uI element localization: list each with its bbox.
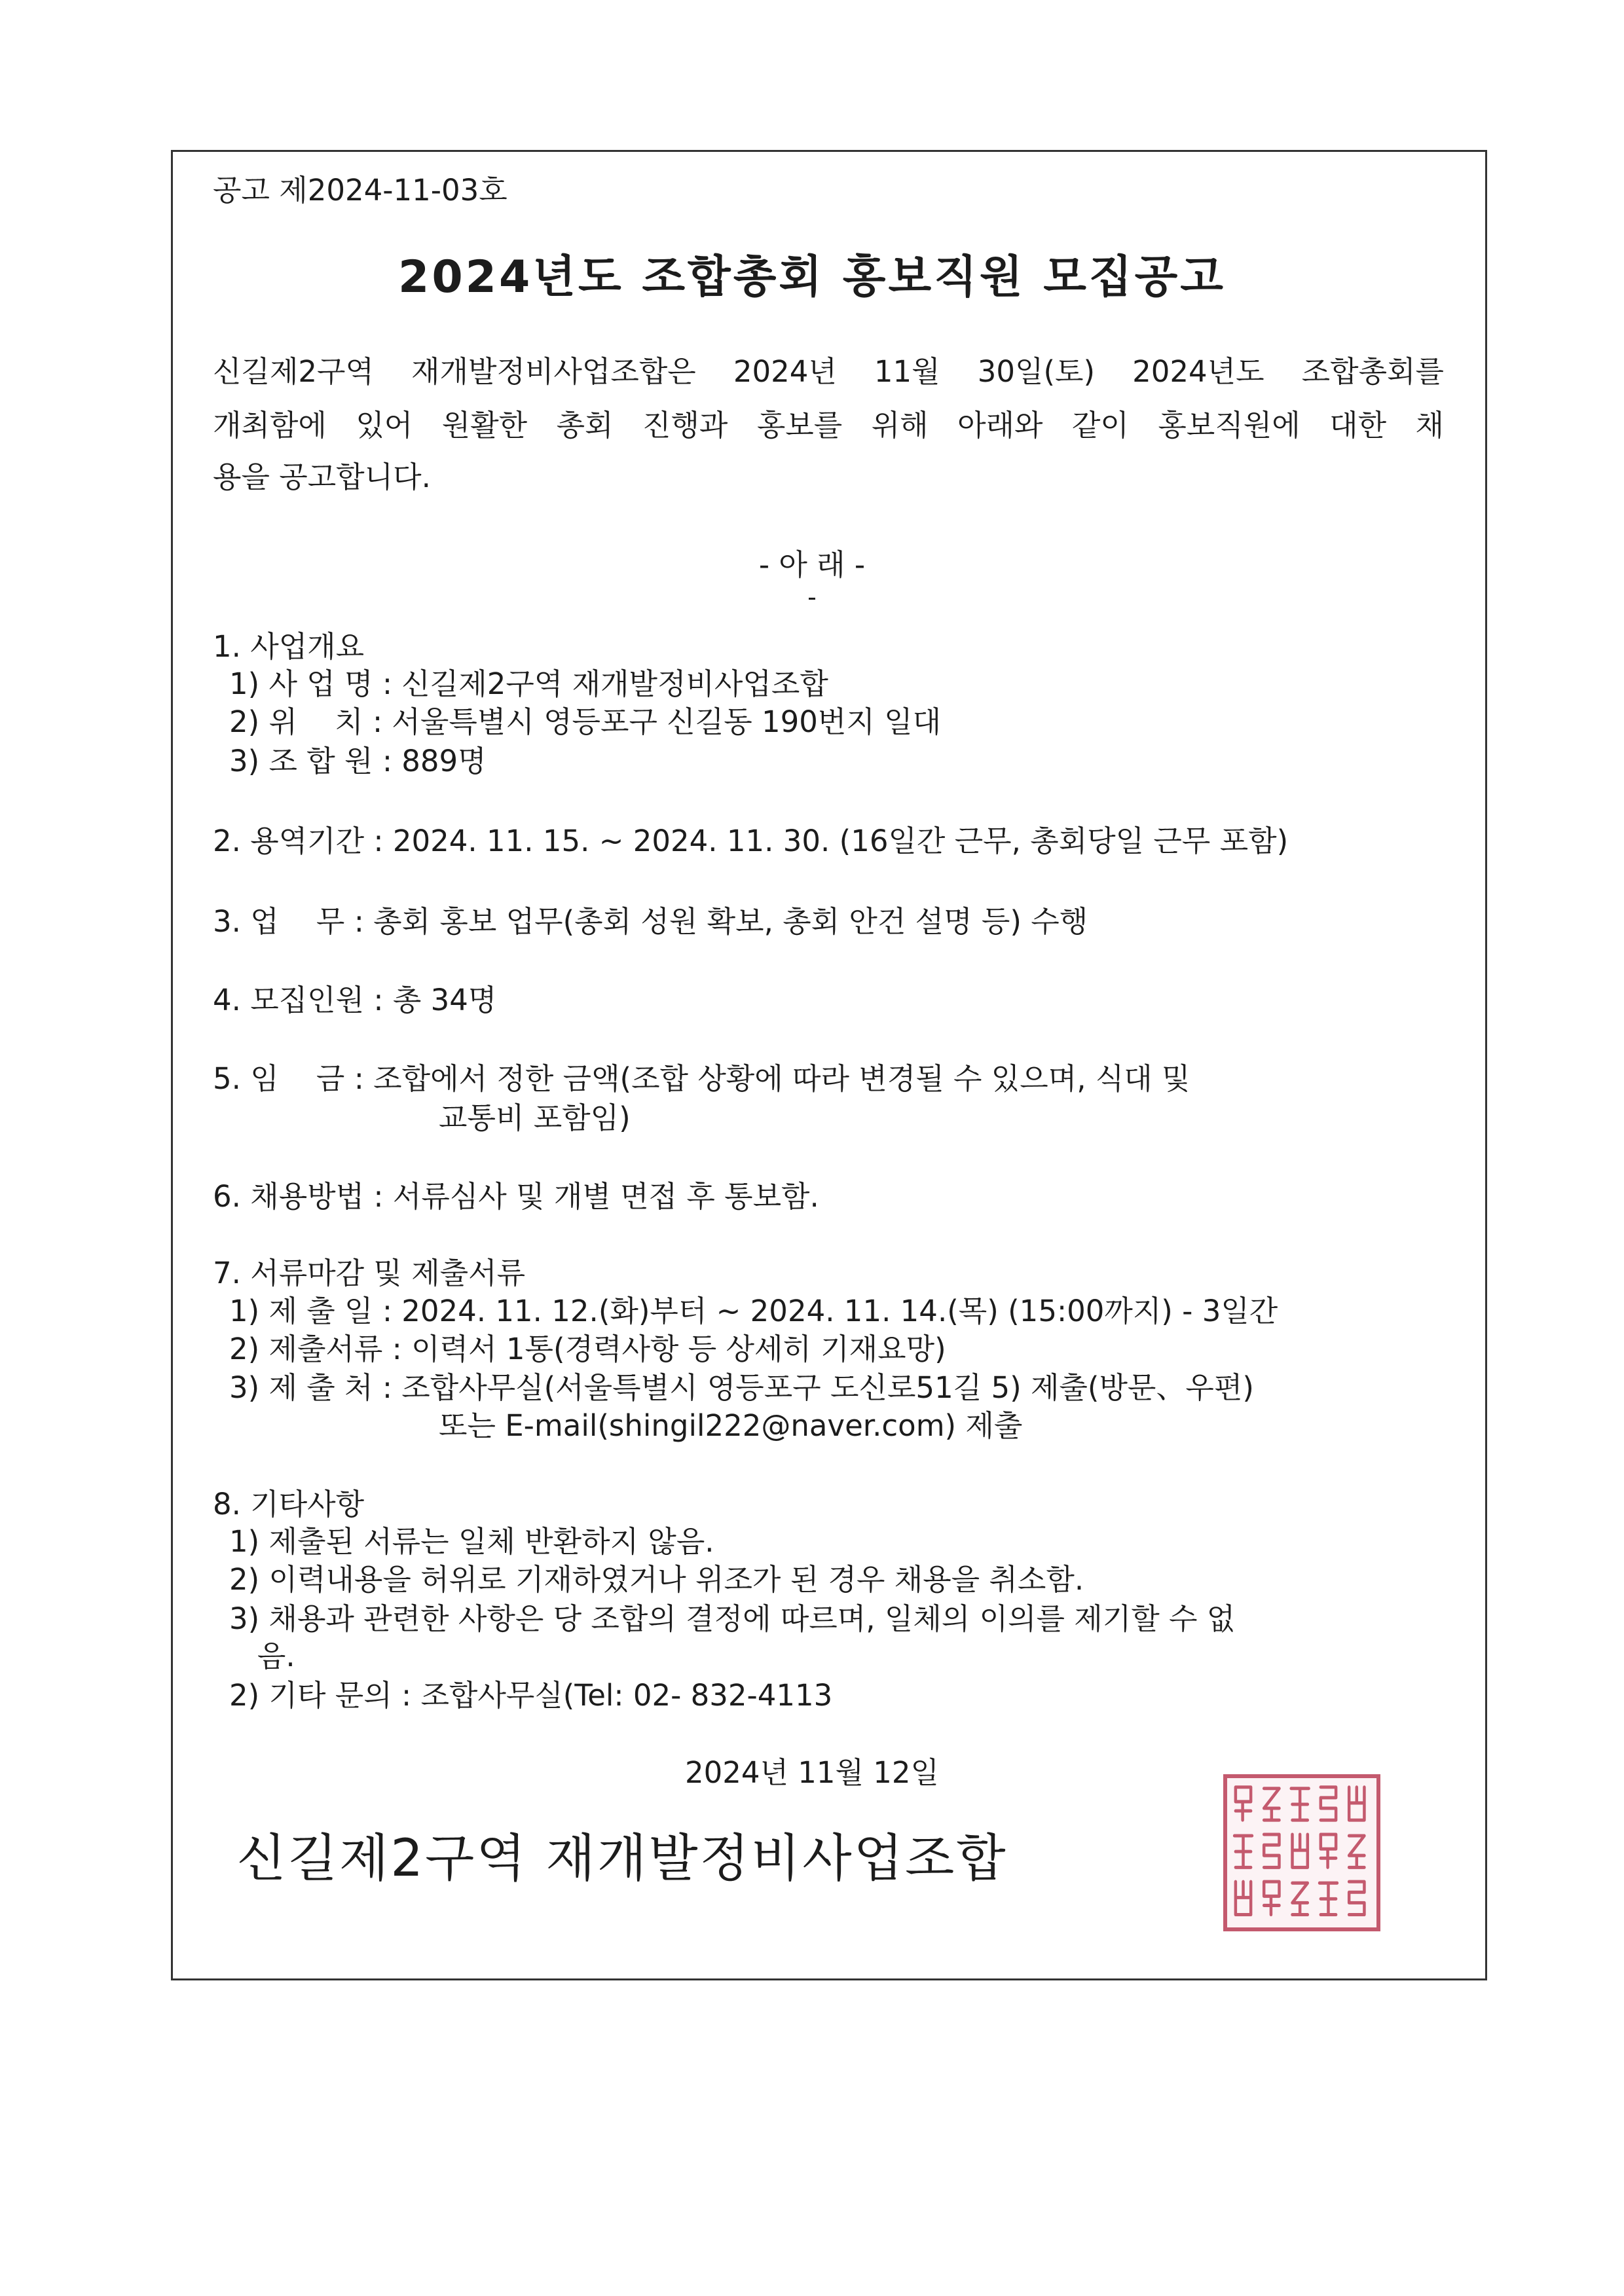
section-7-heading: 7. 서류마감 및 제출서류 xyxy=(213,1256,526,1290)
intro-line-3: 용을 공고합니다. xyxy=(213,460,431,494)
seal-glyph xyxy=(1264,1834,1279,1867)
section-8-item-3-wrap: 음. xyxy=(229,1639,295,1673)
section-5-line-2: 교통비 포함임) xyxy=(439,1101,631,1135)
organization-name: 신길제2구역 재개발정비사업조합 xyxy=(236,1829,1008,1888)
seal-glyph xyxy=(1236,1882,1251,1914)
seal-glyph xyxy=(1349,1836,1364,1867)
seal-glyph xyxy=(1264,1882,1279,1914)
seal-glyph xyxy=(1349,1882,1364,1914)
section-8-item-4: 2) 기타 문의 : 조합사무실(Tel: 02- 832-4113 xyxy=(229,1678,833,1713)
seal-glyph xyxy=(1321,1787,1336,1820)
section-8-heading: 8. 기타사항 xyxy=(213,1487,365,1522)
intro-line-2: 개최함에 있어 원활한 총회 진행과 홍보를 위해 아래와 같이 홍보직원에 대한 채 xyxy=(213,408,1444,443)
section-3: 3. 업 무 : 총회 홍보 업무(총회 성원 확보, 총회 안건 설명 등) 수행 xyxy=(213,904,1088,939)
notice-title: 2024년도 조합총회 홍보직원 모집공고 xyxy=(398,251,1226,303)
section-1-item-2: 2) 위 치 : 서울특별시 영등포구 신길동 190번지 일대 xyxy=(229,704,942,739)
seal-glyph xyxy=(1349,1787,1364,1820)
section-7-item-3: 3) 제 출 처 : 조합사무실(서울특별시 영등포구 도신로51길 5) 제출(방문、우편) xyxy=(229,1370,1254,1405)
seal-glyph xyxy=(1291,1789,1309,1820)
section-5-line-1: 5. 임 금 : 조합에서 정한 금액(조합 상황에 따라 변경될 수 있으며, 식대 및 xyxy=(213,1061,1190,1096)
section-1-item-1: 1) 사 업 명 : 신길제2구역 재개발정비사업조합 xyxy=(229,666,828,701)
seal-glyph xyxy=(1320,1883,1337,1914)
seal-glyph xyxy=(1236,1787,1251,1820)
seal-glyph xyxy=(1293,1883,1308,1914)
official-seal-stamp xyxy=(1223,1774,1380,1931)
section-6: 6. 채용방법 : 서류심사 및 개별 면접 후 통보함. xyxy=(213,1179,819,1214)
seal-glyph xyxy=(1293,1834,1308,1867)
section-4: 4. 모집인원 : 총 34명 xyxy=(213,983,497,1017)
below-mark: - 아 래 - xyxy=(758,547,866,582)
section-7-item-1: 1) 제 출 일 : 2024. 11. 12.(화)부터 ~ 2024. 11. 14.(목) (15:00까지) - 3일간 xyxy=(229,1294,1278,1328)
section-7-continuation: 또는 E-mail(shingil222@naver.com) 제출 xyxy=(439,1408,1023,1443)
section-2: 2. 용역기간 : 2024. 11. 15. ~ 2024. 11. 30. (16일간 근무, 총회당일 근무 포함) xyxy=(213,824,1289,858)
section-8-item-1: 1) 제출된 서류는 일체 반환하지 않음. xyxy=(229,1524,714,1559)
seal-graphic xyxy=(1227,1778,1376,1927)
notice-date: 2024년 11월 12일 xyxy=(684,1755,940,1790)
section-8-item-3: 3) 채용과 관련한 사항은 당 조합의 결정에 따르며, 일체의 이의를 제기할 수 없 xyxy=(229,1601,1236,1636)
seal-glyph xyxy=(1321,1834,1336,1867)
section-7-item-2: 2) 제출서류 : 이력서 1통(경력사항 등 상세히 기재요망) xyxy=(229,1332,946,1366)
seal-glyph xyxy=(1264,1789,1279,1820)
section-1-heading: 1. 사업개요 xyxy=(213,629,365,664)
below-mark-extra: - xyxy=(807,583,817,611)
section-8-item-2: 2) 이력내용을 허위로 기재하였거나 위조가 된 경우 채용을 취소함. xyxy=(229,1562,1084,1597)
intro-line-1: 신길제2구역 재개발정비사업조합은 2024년 11월 30일(토) 2024년도 조합총회를 xyxy=(213,354,1444,389)
seal-glyph xyxy=(1234,1836,1252,1867)
notice-number: 공고 제2024-11-03호 xyxy=(213,173,507,208)
section-1-item-3: 3) 조 합 원 : 889명 xyxy=(229,744,487,778)
